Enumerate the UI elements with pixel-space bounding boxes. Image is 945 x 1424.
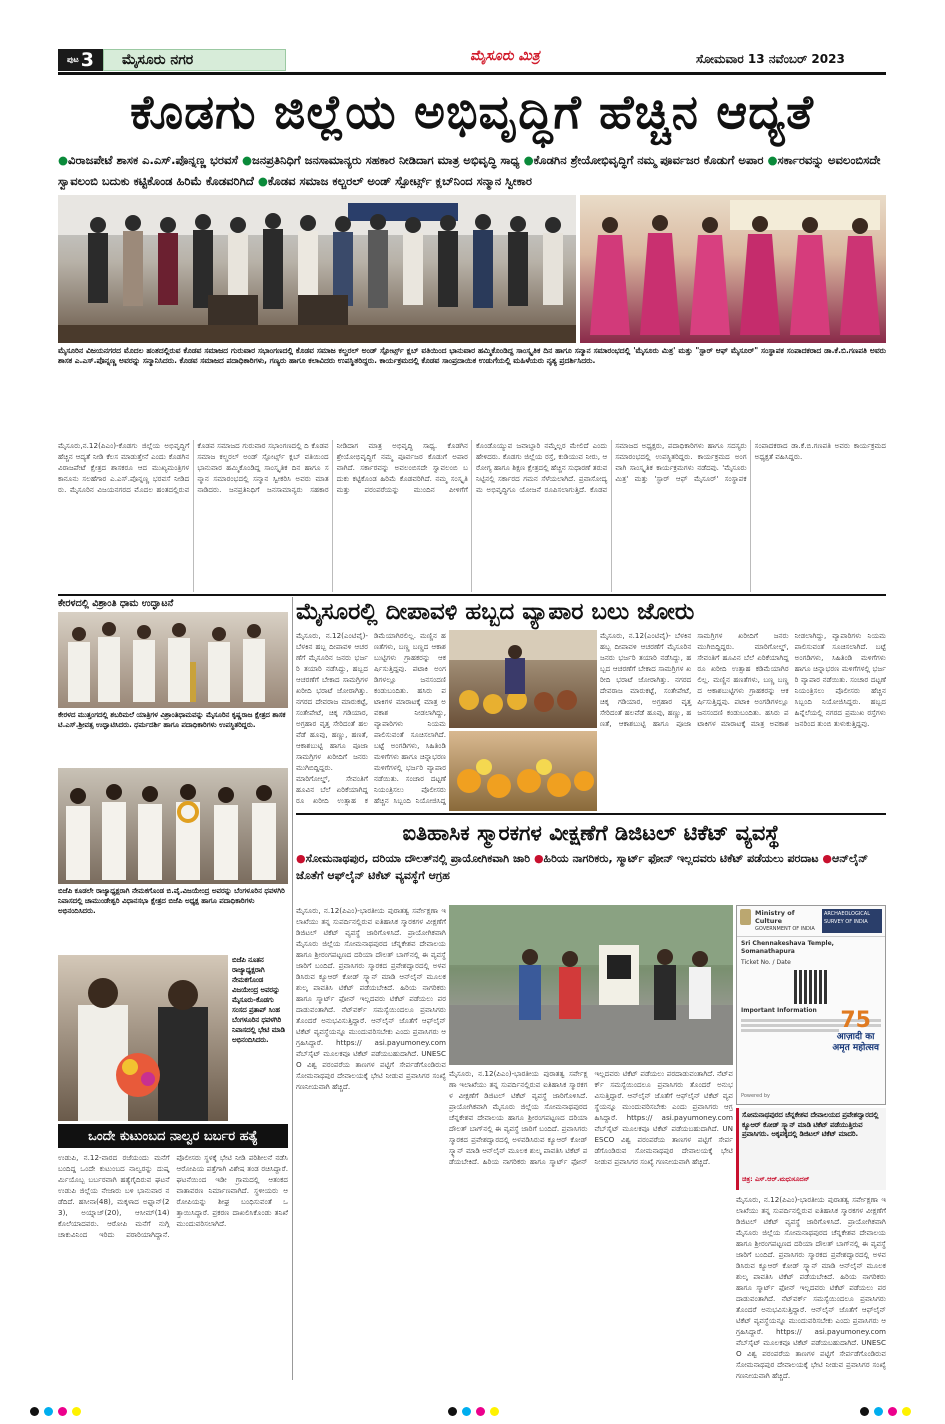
market-photo: [449, 630, 597, 728]
azadi-logo-number: 75: [840, 1008, 871, 1033]
deepavali-body-right: ಮೈಸೂರು, ನ.12(ಎಂಟಿವೈ)- ಬೆಳಕಿನ ಹಬ್ಬ ದೀಪಾವಳಿ ಆಚರಣೆಗೆ ಮೈಸೂರಿನ ಜನರು ಭರ್ಜರಿ ತಯಾರಿ ನಡೆಸಿದ್ದು, ಹಬ್ಬದ ಆಚರಣೆಗೆ ಬೇಕಾದ ಸಾಮಗ್ರಿಗಳ ಖರೀದಿ ಭರಾಟೆ ಜೋರಾಗಿತ್ತು. ನಗರದ ದೇವರಾಜ ಮಾರುಕಟ್ಟೆ, ಸಂತೇಪೇಟೆ, ಚಿಕ್ಕ ಗಡಿಯಾರ, ಅಗ್ರಹಾರ ವೃತ್ತ ಸೇರಿದಂತೆ ಹಲವೆಡೆ ಹೂವು, ಹಣ್ಣು, ಹಣತೆ, ಆಕಾಶಬುಟ್ಟಿ ಹಾಗೂ ಪೂಜಾ ಸಾಮಗ್ರಿಗಳ ಖರೀದಿಗೆ ಜನರು ಮುಗಿಬಿದ್ದಿದ್ದರು. ಮಾರಿಗೋಲ್ಡ್, ಸೇವಂತಿಗೆ ಹೂವಿನ ಬೆಲೆ ಏರಿಕೆಯಾಗಿದ್ದರೂ ಖರೀದಿ ಉತ್ಸಾಹ ಕಡಿಮೆಯಾಗಿರಲಿಲ್ಲ. ಮಣ್ಣಿನ ಹಣತೆಗಳು, ಬಣ್ಣ ಬಣ್ಣದ ಆಕಾಶಬುಟ್ಟಿಗಳು ಗ್ರಾಹಕರನ್ನು ಆಕರ್ಷಿಸುತ್ತಿದ್ದವು. ಪಟಾಕಿ ಅಂಗಡಿಗಳಲ್ಲೂ ಜನಸಂದಣಿ ಕಂಡುಬಂದಿತು. ಹಸಿರು ಪಟಾಕಿಗಳ ಮಾರಾಟಕ್ಕೆ ಮಾತ್ರ ಅವಕಾಶ ನೀಡಲಾಗಿದ್ದು, ವ್ಯಾಪಾರಿಗಳು ನಿಯಮ ಪಾಲಿಸುವಂತೆ ಸೂಚಿಸಲಾಗಿದೆ. ಬಟ್ಟೆ ಅಂಗಡಿಗಳು, ಸಿಹಿತಿಂಡಿ ಮಳಿಗೆಗಳು ಹಾಗೂ ಚಿನ್ನಾಭರಣ ಮಳಿಗೆಗಳಲ್ಲಿ ಭರ್ಜರಿ ವ್ಯಾಪಾರ ನಡೆಯಿತು. ಸಂಚಾರ ದಟ್ಟಣೆ ನಿಯಂತ್ರಿಸಲು ಪೊಲೀಸರು ಹೆಚ್ಚಿನ ಸಿಬ್ಬಂದಿ ನಿಯೋಜಿಸಿದ್ದರು. ಹಬ್ಬದ ಹಿನ್ನೆಲೆಯಲ್ಲಿ ನಗರದ ಪ್ರಮುಖ ರಸ್ತೆಗಳು ಜನರಿಂದ ತುಂಬಿ ತುಳುಕುತ್ತಿದ್ದವು.: [600, 631, 886, 728]
lead-subhead: ವಿರಾಜಪೇಟೆ ಶಾಸಕ ಎ.ಎಸ್.ಪೊನ್ನಣ್ಣ ಭರವಸೆ: [68, 153, 238, 167]
azadi-logo: [832, 1010, 879, 1054]
lead-photo-caption: ಮೈಸೂರಿನ ವಿಜಯನಗರದ ಮೊದಲ ಹಂತದಲ್ಲಿರುವ ಕೊಡವ ಸಮಾಜದ ಗುರುವಾರ ಸಭಾಂಗಣದಲ್ಲಿ ಕೊಡವ ಸಮಾಜ ಕಲ್ಚರಲ್ ಅಂಡ್ ಸ್ಪೋರ್ಟ್ಸ್ ಕ್ಲಬ್ ವತಿಯಿಂದ ಭಾನುವಾರ ಹಮ್ಮಿಕೊಂಡಿದ್ದ ಸಾಂಸ್ಕೃತಿಕ ದಿನ ಹಾಗೂ ಸನ್ಮಾನ ಸಮಾರಂಭದಲ್ಲಿ 'ಮೈಸೂರು ಮಿತ್ರ' ಮತ್ತು "ಸ್ಟಾರ್ ಆಫ್ ಮೈಸೂರ್" ಸಂಸ್ಥಾಪಕ ಸಂಪಾದಕರಾದ ಡಾ.ಕೆ.ಬಿ.ಗಣಪತಿ ಅವರು ಶಾಸಕ ಎ.ಎಸ್.ಪೊನ್ನಣ್ಣ ಅವರನ್ನು ಸನ್ಮಾನಿಸಿದರು. ಕೊಡವ ಸಮಾಜದ ಪದಾಧಿಕಾರಿಗಳು, ಗಣ್ಯರು ಹಾಗೂ ಕಲಾವಿದರು ಉಪಸ್ಥಿತರಿದ್ದರು. ಕಾರ್ಯಕ್ರಮದಲ್ಲಿ ಕೊಡವ ಸಾಂಪ್ರದಾಯಿಕ ಉಡುಗೆಯಲ್ಲಿ ಮಹಿಳೆಯರು ನೃತ್ಯ ಪ್ರದರ್ಶಿಸಿದರು.: [58, 346, 886, 366]
bullet-icon: ●: [523, 153, 534, 167]
lead-photo-felicitation: [58, 195, 576, 343]
registration-mark: [462, 1407, 471, 1416]
heritage-headline: ಐತಿಹಾಸಿಕ ಸ್ಮಾರಕಗಳ ವೀಕ್ಷಣೆಗೆ ಡಿಜಿಟಲ್ ಟಿಕೆಟ್ ವ್ಯವಸ್ಥೆ: [402, 821, 780, 845]
murder-body: ಉಡುಪಿ, ನ.12-ವಾರದ ರಜೆಯಂದು ಮನೆಗೆ ಬಂದಿದ್ದ ಒಂದೇ ಕುಟುಂಬದ ನಾಲ್ವರನ್ನು ದುಷ್ಕರ್ಮಿಯೊಬ್ಬ ಬರ್ಬರವಾಗಿ ಹತ್ಯೆಗೈದಿರುವ ಘಟನೆ ಉಡುಪಿ ಜಿಲ್ಲೆಯ ನೇಜಾರು ಬಳಿ ಭಾನುವಾರ ನಡೆದಿದೆ. ಹಸೀನಾ(48), ಮಕ್ಕಳಾದ ಅಫ್ನಾನ್(23), ಅಯ್ನಾಜ್(20), ಆಸೀಮ್(14) ಕೊಲೆಯಾದವರು. ಆರೋಪಿ ಮನೆಗೆ ನುಗ್ಗಿ ಚಾಕುವಿನಿಂದ ಇರಿದು ಪರಾರಿಯಾಗಿದ್ದಾನೆ. ಪೊಲೀಸರು ಸ್ಥಳಕ್ಕೆ ಭೇಟಿ ನೀಡಿ ಪರಿಶೀಲನೆ ನಡೆಸಿ ಆರೋಪಿಯ ಪತ್ತೆಗಾಗಿ ವಿಶೇಷ ತಂಡ ರಚಿಸಿದ್ದಾರೆ. ಘಟನೆಯಿಂದ ಇಡೀ ಗ್ರಾಮದಲ್ಲಿ ಆತಂಕದ ವಾತಾವರಣ ನಿರ್ಮಾಣವಾಗಿದೆ. ಸ್ಥಳೀಯರು ಆರೋಪಿಯನ್ನು ಶೀಘ್ರ ಬಂಧಿಸುವಂತೆ ಒತ್ತಾಯಿಸಿದ್ದಾರೆ. ಪ್ರಕರಣ ದಾಖಲಿಸಿಕೊಂಡು ತನಿಖೆ ಮುಂದುವರಿಸಲಾಗಿದೆ.: [58, 1153, 288, 1239]
bjp-felicitation-caption: ಬಿಜೆಪಿ ಕೂಡಲೇ ರಾಜ್ಯಾಧ್ಯಕ್ಷರಾಗಿ ನೇಮಕಗೊಂಡ ಬಿ.ವೈ.ವಿಜಯೇಂದ್ರ ಅವರನ್ನು ಬೆಂಗಳೂರಿನ ಧವಳಗಿರಿ ನಿವಾಸದಲ್ಲಿ ಚಾಮುಂಡೇಶ್ವರಿ ವಿಧಾನಸಭಾ ಕ್ಷೇತ್ರದ ಬಿಜೆಪಿ ಅಧ್ಯಕ್ಷ ಹಾಗೂ ಪದಾಧಿಕಾರಿಗಳು ಅಭಿನಂದಿಸಿದರು.: [58, 887, 285, 915]
section-rule: [58, 594, 886, 596]
heritage-rule: [296, 813, 886, 815]
heritage-subhead: ಆನ್‌ಲೈನ್ ಜೊತೆಗೆ ಆಫ್‌ಲೈನ್ ಟಿಕೆಟ್ ವ್ಯವಸ್ಥೆಗೆ ಆಗ್ರಹ: [296, 852, 869, 882]
registration-mark: [902, 1407, 911, 1416]
dance-photo-illustration: [580, 195, 886, 343]
section-tab: [103, 49, 286, 71]
mp-meeting-photo: [58, 955, 228, 1121]
heritage-body-left: ಮೈಸೂರು, ನ.12(ಪಿಎಂ)-ಭಾರತೀಯ ಪುರಾತತ್ವ ಸರ್ವೇಕ್ಷಣಾ ಇಲಾಖೆಯು ತನ್ನ ಸುಪರ್ದಿನಲ್ಲಿರುವ ಐತಿಹಾಸಿಕ ಸ್ಮಾರಕಗಳ ವೀಕ್ಷಣೆಗೆ ಡಿಜಿಟಲ್ ಟಿಕೆಟ್ ವ್ಯವಸ್ಥೆ ಜಾರಿಗೊಳಿಸಿದೆ. ಪ್ರಾಯೋಗಿಕವಾಗಿ ಮೈಸೂರು ಜಿಲ್ಲೆಯ ಸೋಮನಾಥಪುರದ ಚೆನ್ನಕೇಶವ ದೇವಾಲಯ ಹಾಗೂ ಶ್ರೀರಂಗಪಟ್ಟಣದ ದರಿಯಾ ದೌಲತ್ ಬಾಗ್‌ನಲ್ಲಿ ಈ ವ್ಯವಸ್ಥೆ ಜಾರಿಗೆ ಬಂದಿದೆ. ಪ್ರವಾಸಿಗರು ಸ್ಮಾರಕದ ಪ್ರವೇಶದ್ವಾರದಲ್ಲಿ ಅಳವಡಿಸಿರುವ ಕ್ಯೂಆರ್ ಕೋಡ್ ಸ್ಕ್ಯಾನ್ ಮಾಡಿ ಆನ್‌ಲೈನ್ ಮೂಲಕ ಶುಲ್ಕ ಪಾವತಿಸಿ ಟಿಕೆಟ್ ಪಡೆಯಬೇಕಿದೆ. ಹಿರಿಯ ನಾಗರಿಕರು ಹಾಗೂ ಸ್ಮಾರ್ಟ್ ಫೋನ್ ಇಲ್ಲದವರು ಟಿಕೆಟ್ ಪಡೆಯಲು ಪರದಾಡುವಂತಾಗಿದೆ. ನೆಟ್‌ವರ್ಕ್ ಸಮಸ್ಯೆಯಿಂದಲೂ ಪ್ರವಾಸಿಗರು ತೊಂದರೆ ಅನುಭವಿಸುತ್ತಿದ್ದಾರೆ. ಆನ್‌ಲೈನ್ ಜೊತೆಗೆ ಆಫ್‌ಲೈನ್ ಟಿಕೆಟ್ ವ್ಯವಸ್ಥೆಯನ್ನೂ ಮುಂದುವರಿಸಬೇಕು ಎಂದು ಪ್ರವಾಸಿಗರು ಆಗ್ರಹಿಸಿದ್ದಾರೆ. https:// asi.payumoney.com ವೆಬ್‌ಸೈಟ್ ಮೂಲಕವೂ ಟಿಕೆಟ್ ಪಡೆಯಬಹುದಾಗಿದೆ. UNESCO ವಿಶ್ವ ಪರಂಪರೆಯ ತಾಣಗಳ ಪಟ್ಟಿಗೆ ಸೇರ್ಪಡೆಗೊಂಡಿರುವ ಸೋಮನಾಥಪುರ ದೇವಾಲಯಕ್ಕೆ ಭೇಟಿ ನೀಡುವ ಪ್ರವಾಸಿಗರ ಸಂಖ್ಯೆ ಗಣನೀಯವಾಗಿ ಹೆಚ್ಚಿದೆ.: [296, 906, 446, 1091]
ticket-header: [737, 906, 885, 937]
murder-headline: ಒಂದೇ ಕುಟುಂಬದ ನಾಲ್ವರ ಬರ್ಬರ ಹತ್ಯೆ: [88, 1128, 258, 1144]
lead-subhead: ಜನಪ್ರತಿನಿಧಿಗೆ ಜನಸಾಮಾನ್ಯರು ಸಹಕಾರ ನೀಡಿದಾಗ ಮಾತ್ರ ಅಭಿವೃದ್ಧಿ ಸಾಧ್ಯ: [251, 153, 520, 167]
lead-photo-dance: [580, 195, 886, 343]
emblem-icon: [740, 909, 751, 925]
market-photo-illustration: [449, 630, 597, 728]
deepavali-headline: ಮೈಸೂರಲ್ಲಿ ದೀಪಾವಳಿ ಹಬ್ಬದ ವ್ಯಾಪಾರ ಬಲು ಜೋರು: [296, 599, 695, 625]
azadi-logo-line1: आज़ादी का: [836, 1032, 875, 1042]
lead-subhead: ಕೊಡಗಿನ ಶ್ರೇಯೋಭಿವೃದ್ಧಿಗೆ ನಮ್ಮ ಪೂರ್ವಜರ ಕೊಡುಗೆ ಅಪಾರ: [533, 153, 764, 167]
registration-mark: [58, 1407, 67, 1416]
page-number: 3: [80, 49, 94, 71]
registration-mark: [44, 1407, 53, 1416]
lead-subheads: [58, 150, 886, 192]
bullet-icon: ●: [296, 852, 306, 865]
bullet-icon: ●: [58, 153, 69, 167]
registration-mark: [860, 1407, 869, 1416]
ticket-ministry: Ministry of Culture: [755, 909, 795, 925]
mp-meeting-caption: ಬಿಜೆಪಿ ನೂತನ ರಾಜ್ಯಾಧ್ಯಕ್ಷರಾಗಿ ನೇಮಕಗೊಂಡ ವಿಜಯೇಂದ್ರ ಅವರನ್ನು ಮೈಸೂರು-ಕೊಡಗು ಸಂಸದ ಪ್ರತಾಪ್ ಸಿಂಹ ಬೆಂಗಳೂರಿನ ಧವಳಗಿರಿ ನಿವಾಸದಲ್ಲಿ ಭೇಟಿ ಮಾಡಿ ಅಭಿನಂದಿಸಿದರು.: [232, 956, 285, 1044]
header-rule: [58, 72, 886, 75]
qr-scan-illustration: [449, 905, 733, 1065]
heritage-subheads: [296, 850, 886, 902]
lead-subhead: ಕೊಡವ ಸಮಾಜ ಕಲ್ಚರಲ್ ಅಂಡ್ ಸ್ಪೋರ್ಟ್ಸ್ ಕ್ಲಬ್‌ನಿಂದ ಸನ್ಮಾನ ಸ್ವೀಕಾರ: [267, 174, 532, 188]
ticket-scan-photo: [449, 905, 733, 1065]
heritage-photo-caption: ಸೋಮನಾಥಪುರದ ಚೆನ್ನಕೇಶವ ದೇವಾಲಯದ ಪ್ರವೇಶದ್ವಾರದಲ್ಲಿ ಕ್ಯೂಆರ್ ಕೋಡ್ ಸ್ಕ್ಯಾನ್ ಮಾಡಿ ಟಿಕೆಟ್ ಪಡೆಯುತ್ತಿರುವ ಪ್ರವಾಸಿಗರು. ಅಕ್ಕಪಕ್ಕದಲ್ಲಿ ಡಿಜಿಟಲ್ ಟಿಕೆಟ್ ಮಾದರಿ.: [742, 1111, 879, 1138]
qr-code-icon: [794, 970, 828, 1004]
registration-mark: [30, 1407, 39, 1416]
bjp-felicitation-photo: [58, 768, 288, 884]
bullet-icon: ●: [241, 153, 252, 167]
registration-mark: [476, 1407, 485, 1416]
registration-mark: [888, 1407, 897, 1416]
heritage-photo-credit: ಚಿತ್ರ: ಎಸ್.ಆರ್.ಮಧುಸೂದನ್: [742, 1175, 810, 1183]
kerala-news-caption: ಕೇರಳದ ಮುತ್ತಂಗದಲ್ಲಿ ಶಬರಿಮಲೆ ಯಾತ್ರಿಗಳ ವಿಶ್ರಾಂತಿಧಾಮವನ್ನು ಮೈಸೂರಿನ ಕೃಷ್ಣರಾಜ ಕ್ಷೇತ್ರದ ಶಾಸಕ ಟಿ.ಎಸ್.ಶ್ರೀವತ್ಸ ಉದ್ಘಾಟಿಸಿದರು. ಧರ್ಮದರ್ಶಿ ಹಾಗೂ ಪದಾಧಿಕಾರಿಗಳು ಉಪಸ್ಥಿತರಿದ್ದರು.: [58, 711, 286, 729]
issue-date: ಸೋಮವಾರ 13 ನವೆಂಬರ್ 2023: [696, 52, 845, 66]
ticket-footer: Powered by: [741, 1093, 770, 1099]
bullet-icon: ●: [767, 153, 778, 167]
digital-ticket: [736, 905, 886, 1105]
registration-mark: [490, 1407, 499, 1416]
kerala-news-photo: [58, 612, 288, 708]
heritage-subhead: ಹಿರಿಯ ನಾಗರಿಕರು, ಸ್ಮಾರ್ಟ್ ಫೋನ್ ಇಲ್ಲದವರು ಟಿಕೆಟ್ ಪಡೆಯಲು ಪರದಾಟ: [543, 852, 819, 865]
azadi-logo-line2: अमृत महोत्सव: [832, 1043, 879, 1053]
heritage-caption-box: [736, 1108, 886, 1190]
kerala-news-title: ಕೇರಳದಲ್ಲಿ ವಿಶ್ರಾಂತಿ ಧಾಮ ಉದ್ಘಾಟನೆ: [58, 598, 174, 609]
flower-market-photo: [449, 731, 597, 811]
bullet-icon: ●: [257, 174, 268, 188]
deepavali-body-left: ಮೈಸೂರು, ನ.12(ಎಂಟಿವೈ)- ಬೆಳಕಿನ ಹಬ್ಬ ದೀಪಾವಳಿ ಆಚರಣೆಗೆ ಮೈಸೂರಿನ ಜನರು ಭರ್ಜರಿ ತಯಾರಿ ನಡೆಸಿದ್ದು, ಹಬ್ಬದ ಆಚರಣೆಗೆ ಬೇಕಾದ ಸಾಮಗ್ರಿಗಳ ಖರೀದಿ ಭರಾಟೆ ಜೋರಾಗಿತ್ತು. ನಗರದ ದೇವರಾಜ ಮಾರುಕಟ್ಟೆ, ಸಂತೇಪೇಟೆ, ಚಿಕ್ಕ ಗಡಿಯಾರ, ಅಗ್ರಹಾರ ವೃತ್ತ ಸೇರಿದಂತೆ ಹಲವೆಡೆ ಹೂವು, ಹಣ್ಣು, ಹಣತೆ, ಆಕಾಶಬುಟ್ಟಿ ಹಾಗೂ ಪೂಜಾ ಸಾಮಗ್ರಿಗಳ ಖರೀದಿಗೆ ಜನರು ಮುಗಿಬಿದ್ದಿದ್ದರು. ಮಾರಿಗೋಲ್ಡ್, ಸೇವಂತಿಗೆ ಹೂವಿನ ಬೆಲೆ ಏರಿಕೆಯಾಗಿದ್ದರೂ ಖರೀದಿ ಉತ್ಸಾಹ ಕಡಿಮೆಯಾಗಿರಲಿಲ್ಲ. ಮಣ್ಣಿನ ಹಣತೆಗಳು, ಬಣ್ಣ ಬಣ್ಣದ ಆಕಾಶಬುಟ್ಟಿಗಳು ಗ್ರಾಹಕರನ್ನು ಆಕರ್ಷಿಸುತ್ತಿದ್ದವು. ಪಟಾಕಿ ಅಂಗಡಿಗಳಲ್ಲೂ ಜನಸಂದಣಿ ಕಂಡುಬಂದಿತು. ಹಸಿರು ಪಟಾಕಿಗಳ ಮಾರಾಟಕ್ಕೆ ಮಾತ್ರ ಅವಕಾಶ ನೀಡಲಾಗಿದ್ದು, ವ್ಯಾಪಾರಿಗಳು ನಿಯಮ ಪಾಲಿಸುವಂತೆ ಸೂಚಿಸಲಾಗಿದೆ. ಬಟ್ಟೆ ಅಂಗಡಿಗಳು, ಸಿಹಿತಿಂಡಿ ಮಳಿಗೆಗಳು ಹಾಗೂ ಚಿನ್ನಾಭರಣ ಮಳಿಗೆಗಳಲ್ಲಿ ಭರ್ಜರಿ ವ್ಯಾಪಾರ ನಡೆಯಿತು. ಸಂಚಾರ ದಟ್ಟಣೆ ನಿಯಂತ್ರಿಸಲು ಪೊಲೀಸರು ಹೆಚ್ಚಿನ ಸಿಬ್ಬಂದಿ ನಿಯೋಜಿಸಿದ್ದ: [296, 631, 446, 805]
registration-mark: [448, 1407, 457, 1416]
ticket-line: Ticket No. / Date: [741, 959, 791, 966]
bjp-photo-illustration: [58, 768, 288, 884]
murder-headline-bar: [58, 1124, 288, 1148]
page-tag: [58, 49, 103, 71]
lead-subhead: ಸರ್ಕಾರವನ್ನು ಅವಲಂಬಿಸದೇ ಸ್ವಾವಲಂಬಿ ಬದುಕು ಕಟ್ಟಿಕೊಂಡ ಹಿರಿಮೆ ಕೊಡವರಿಗಿದೆ: [58, 153, 881, 188]
ticket-line: Sri Chennakeshava Temple, Somanathapura: [741, 940, 834, 955]
lead-body: ಮೈಸೂರು,ನ.12(ಪಿಎಂ)-ಕೊಡಗು ಜಿಲ್ಲೆಯ ಅಭಿವೃದ್ಧಿಗೆ ಹೆಚ್ಚಿನ ಆದ್ಯತೆ ನೀಡಿ ಕೆಲಸ ಮಾಡುತ್ತೇನೆ ಎಂದು ಕೊಡಗಿನ ವಿರಾಜಪೇಟೆ ಕ್ಷೇತ್ರದ ಶಾಸಕರೂ ಆದ ಮುಖ್ಯಮಂತ್ರಿಗಳ ಕಾನೂನು ಸಲಹೆಗಾರ ಎ.ಎಸ್.ಪೊನ್ನಣ್ಣ ಭರವಸೆ ನೀಡಿದರು. ಮೈಸೂರಿನ ವಿಜಯನಗರದ ಮೊದಲ ಹಂತದಲ್ಲಿರುವ ಕೊಡವ ಸಮಾಜದ ಗುರುವಾರ ಸಭಾಂಗಣದಲ್ಲಿ ದಿ ಕೊಡವ ಸಮಾಜ ಕಲ್ಚರಲ್ ಅಂಡ್ ಸ್ಪೋರ್ಟ್ಸ್ ಕ್ಲಬ್ ವತಿಯಿಂದ ಭಾನುವಾರ ಹಮ್ಮಿಕೊಂಡಿದ್ದ ಸಾಂಸ್ಕೃತಿಕ ದಿನ ಹಾಗೂ ಸನ್ಮಾನ ಸಮಾರಂಭದಲ್ಲಿ ಸನ್ಮಾನ ಸ್ವೀಕರಿಸಿ ಅವರು ಮಾತನಾಡಿದರು. ಜನಪ್ರತಿನಿಧಿಗೆ ಜನಸಾಮಾನ್ಯರು ಸಹಕಾರ ನೀಡಿದಾಗ ಮಾತ್ರ ಅಭಿವೃದ್ಧಿ ಸಾಧ್ಯ. ಕೊಡಗಿನ ಶ್ರೇಯೋಭಿವೃದ್ಧಿಗೆ ನಮ್ಮ ಪೂರ್ವಜರ ಕೊಡುಗೆ ಅಪಾರವಾಗಿದೆ. ಸರ್ಕಾರವನ್ನು ಅವಲಂಬಿಸದೇ ಸ್ವಾವಲಂಬಿ ಬದುಕು ಕಟ್ಟಿಕೊಂಡ ಹಿರಿಮೆ ಕೊಡವರಿಗಿದೆ. ನಮ್ಮ ಸಂಸ್ಕೃತಿ ಮತ್ತು ಪರಂಪರೆಯನ್ನು ಮುಂದಿನ ಪೀಳಿಗೆಗೆ ಕೊಂಡೊಯ್ಯುವ ಜವಾಬ್ದಾರಿ ನಮ್ಮೆಲ್ಲರ ಮೇಲಿದೆ ಎಂದು ಹೇಳಿದರು. ಕೊಡಗು ಜಿಲ್ಲೆಯ ರಸ್ತೆ, ಕುಡಿಯುವ ನೀರು, ಆರೋಗ್ಯ ಹಾಗೂ ಶಿಕ್ಷಣ ಕ್ಷೇತ್ರದಲ್ಲಿ ಹೆಚ್ಚಿನ ಸುಧಾರಣೆ ತರುವ ನಿಟ್ಟಿನಲ್ಲಿ ಸರ್ಕಾರದ ಗಮನ ಸೆಳೆಯಲಾಗಿದೆ. ಪ್ರವಾಸೋದ್ಯಮ ಅಭಿವೃದ್ಧಿಗೂ ಯೋಜನೆ ರೂಪಿಸಲಾಗುತ್ತಿದೆ. ಕೊಡವ ಸಮಾಜದ ಅಧ್ಯಕ್ಷರು, ಪದಾಧಿಕಾರಿಗಳು ಹಾಗೂ ಸದಸ್ಯರು ಸಮಾರಂಭದಲ್ಲಿ ಉಪಸ್ಥಿತರಿದ್ದರು. ಕಾರ್ಯಕ್ರಮದ ಅಂಗವಾಗಿ ಸಾಂಸ್ಕೃತಿಕ ಕಾರ್ಯಕ್ರಮಗಳು ನಡೆದವು. 'ಮೈಸೂರು ಮಿತ್ರ' ಮತ್ತು 'ಸ್ಟಾರ್ ಆಫ್ ಮೈಸೂರ್' ಸಂಸ್ಥಾಪಕ ಸಂಪಾದಕರಾದ ಡಾ.ಕೆ.ಬಿ.ಗಣಪತಿ ಅವರು ಕಾರ್ಯಕ್ರಮದ ಅಧ್ಯಕ್ಷತೆ ವಹಿಸಿದ್ದರು.: [58, 441, 886, 494]
group-photo-illustration: [58, 195, 576, 343]
masthead-logo: ಮೈಸೂರು ಮಿತ್ರ: [470, 48, 540, 64]
section-name: ಮೈಸೂರು ನಗರ: [122, 52, 194, 68]
flower-photo-illustration: [449, 731, 597, 811]
registration-mark: [874, 1407, 883, 1416]
page-label: ಪುಟ: [67, 55, 79, 64]
bullet-icon: ●: [822, 852, 832, 865]
inauguration-photo-illustration: [58, 612, 288, 708]
lead-headline: ಕೊಡಗು ಜಿಲ್ಲೆಯ ಅಭಿವೃದ್ಧಿಗೆ ಹೆಚ್ಚಿನ ಆದ್ಯತೆ: [130, 85, 814, 140]
column-divider: [292, 597, 293, 1380]
ticket-line: Important Information: [741, 1007, 817, 1014]
heritage-body-middle: ಮೈಸೂರು, ನ.12(ಪಿಎಂ)-ಭಾರತೀಯ ಪುರಾತತ್ವ ಸರ್ವೇಕ್ಷಣಾ ಇಲಾಖೆಯು ತನ್ನ ಸುಪರ್ದಿನಲ್ಲಿರುವ ಐತಿಹಾಸಿಕ ಸ್ಮಾರಕಗಳ ವೀಕ್ಷಣೆಗೆ ಡಿಜಿಟಲ್ ಟಿಕೆಟ್ ವ್ಯವಸ್ಥೆ ಜಾರಿಗೊಳಿಸಿದೆ. ಪ್ರಾಯೋಗಿಕವಾಗಿ ಮೈಸೂರು ಜಿಲ್ಲೆಯ ಸೋಮನಾಥಪುರದ ಚೆನ್ನಕೇಶವ ದೇವಾಲಯ ಹಾಗೂ ಶ್ರೀರಂಗಪಟ್ಟಣದ ದರಿಯಾ ದೌಲತ್ ಬಾಗ್‌ನಲ್ಲಿ ಈ ವ್ಯವಸ್ಥೆ ಜಾರಿಗೆ ಬಂದಿದೆ. ಪ್ರವಾಸಿಗರು ಸ್ಮಾರಕದ ಪ್ರವೇಶದ್ವಾರದಲ್ಲಿ ಅಳವಡಿಸಿರುವ ಕ್ಯೂಆರ್ ಕೋಡ್ ಸ್ಕ್ಯಾನ್ ಮಾಡಿ ಆನ್‌ಲೈನ್ ಮೂಲಕ ಶುಲ್ಕ ಪಾವತಿಸಿ ಟಿಕೆಟ್ ಪಡೆಯಬೇಕಿದೆ. ಹಿರಿಯ ನಾಗರಿಕರು ಹಾಗೂ ಸ್ಮಾರ್ಟ್ ಫೋನ್ ಇಲ್ಲದವರು ಟಿಕೆಟ್ ಪಡೆಯಲು ಪರದಾಡುವಂತಾಗಿದೆ. ನೆಟ್‌ವರ್ಕ್ ಸಮಸ್ಯೆಯಿಂದಲೂ ಪ್ರವಾಸಿಗರು ತೊಂದರೆ ಅನುಭವಿಸುತ್ತಿದ್ದಾರೆ. ಆನ್‌ಲೈನ್ ಜೊತೆಗೆ ಆಫ್‌ಲೈನ್ ಟಿಕೆಟ್ ವ್ಯವಸ್ಥೆಯನ್ನೂ ಮುಂದುವರಿಸಬೇಕು ಎಂದು ಪ್ರವಾಸಿಗರು ಆಗ್ರಹಿಸಿದ್ದಾರೆ. https:// asi.payumoney.com ವೆಬ್‌ಸೈಟ್ ಮೂಲಕವೂ ಟಿಕೆಟ್ ಪಡೆಯಬಹುದಾಗಿದೆ. UNESCO ವಿಶ್ವ ಪರಂಪರೆಯ ತಾಣಗಳ ಪಟ್ಟಿಗೆ ಸೇರ್ಪಡೆಗೊಂಡಿರುವ ಸೋಮನಾಥಪುರ ದೇವಾಲಯಕ್ಕೆ ಭೇಟಿ ನೀಡುವ ಪ್ರವಾಸಿಗರ ಸಂಖ್ಯೆ ಗಣನೀಯವಾಗಿ ಹೆಚ್ಚಿದೆ.: [449, 1069, 733, 1166]
bullet-icon: ●: [533, 852, 544, 865]
heritage-subhead: ಸೋಮನಾಥಪುರ, ದರಿಯಾ ದೌಲತ್‌ನಲ್ಲಿ ಪ್ರಾಯೋಗಿಕವಾಗಿ ಜಾರಿ: [305, 852, 531, 865]
registration-mark: [72, 1407, 81, 1416]
ticket-ministry-sub: GOVERNMENT OF INDIA: [755, 926, 815, 932]
ticket-authority: ARCHAEOLOGICAL SURVEY OF INDIA: [822, 909, 882, 933]
mp-photo-illustration: [58, 955, 228, 1121]
heritage-body-right: ಮೈಸೂರು, ನ.12(ಪಿಎಂ)-ಭಾರತೀಯ ಪುರಾತತ್ವ ಸರ್ವೇಕ್ಷಣಾ ಇಲಾಖೆಯು ತನ್ನ ಸುಪರ್ದಿನಲ್ಲಿರುವ ಐತಿಹಾಸಿಕ ಸ್ಮಾರಕಗಳ ವೀಕ್ಷಣೆಗೆ ಡಿಜಿಟಲ್ ಟಿಕೆಟ್ ವ್ಯವಸ್ಥೆ ಜಾರಿಗೊಳಿಸಿದೆ. ಪ್ರಾಯೋಗಿಕವಾಗಿ ಮೈಸೂರು ಜಿಲ್ಲೆಯ ಸೋಮನಾಥಪುರದ ಚೆನ್ನಕೇಶವ ದೇವಾಲಯ ಹಾಗೂ ಶ್ರೀರಂಗಪಟ್ಟಣದ ದರಿಯಾ ದೌಲತ್ ಬಾಗ್‌ನಲ್ಲಿ ಈ ವ್ಯವಸ್ಥೆ ಜಾರಿಗೆ ಬಂದಿದೆ. ಪ್ರವಾಸಿಗರು ಸ್ಮಾರಕದ ಪ್ರವೇಶದ್ವಾರದಲ್ಲಿ ಅಳವಡಿಸಿರುವ ಕ್ಯೂಆರ್ ಕೋಡ್ ಸ್ಕ್ಯಾನ್ ಮಾಡಿ ಆನ್‌ಲೈನ್ ಮೂಲಕ ಶುಲ್ಕ ಪಾವತಿಸಿ ಟಿಕೆಟ್ ಪಡೆಯಬೇಕಿದೆ. ಹಿರಿಯ ನಾಗರಿಕರು ಹಾಗೂ ಸ್ಮಾರ್ಟ್ ಫೋನ್ ಇಲ್ಲದವರು ಟಿಕೆಟ್ ಪಡೆಯಲು ಪರದಾಡುವಂತಾಗಿದೆ. ನೆಟ್‌ವರ್ಕ್ ಸಮಸ್ಯೆಯಿಂದಲೂ ಪ್ರವಾಸಿಗರು ತೊಂದರೆ ಅನುಭವಿಸುತ್ತಿದ್ದಾರೆ. ಆನ್‌ಲೈನ್ ಜೊತೆಗೆ ಆಫ್‌ಲೈನ್ ಟಿಕೆಟ್ ವ್ಯವಸ್ಥೆಯನ್ನೂ ಮುಂದುವರಿಸಬೇಕು ಎಂದು ಪ್ರವಾಸಿಗರು ಆಗ್ರಹಿಸಿದ್ದಾರೆ. https:// asi.payumoney.com ವೆಬ್‌ಸೈಟ್ ಮೂಲಕವೂ ಟಿಕೆಟ್ ಪಡೆಯಬಹುದಾಗಿದೆ. UNESCO ವಿಶ್ವ ಪರಂಪರೆಯ ತಾಣಗಳ ಪಟ್ಟಿಗೆ ಸೇರ್ಪಡೆಗೊಂಡಿರುವ ಸೋಮನಾಥಪುರ ದೇವಾಲಯಕ್ಕೆ ಭೇಟಿ ನೀಡುವ ಪ್ರವಾಸಿಗರ ಸಂಖ್ಯೆ ಗಣನೀಯವಾಗಿ ಹೆಚ್ಚಿದೆ.: [736, 1195, 886, 1380]
